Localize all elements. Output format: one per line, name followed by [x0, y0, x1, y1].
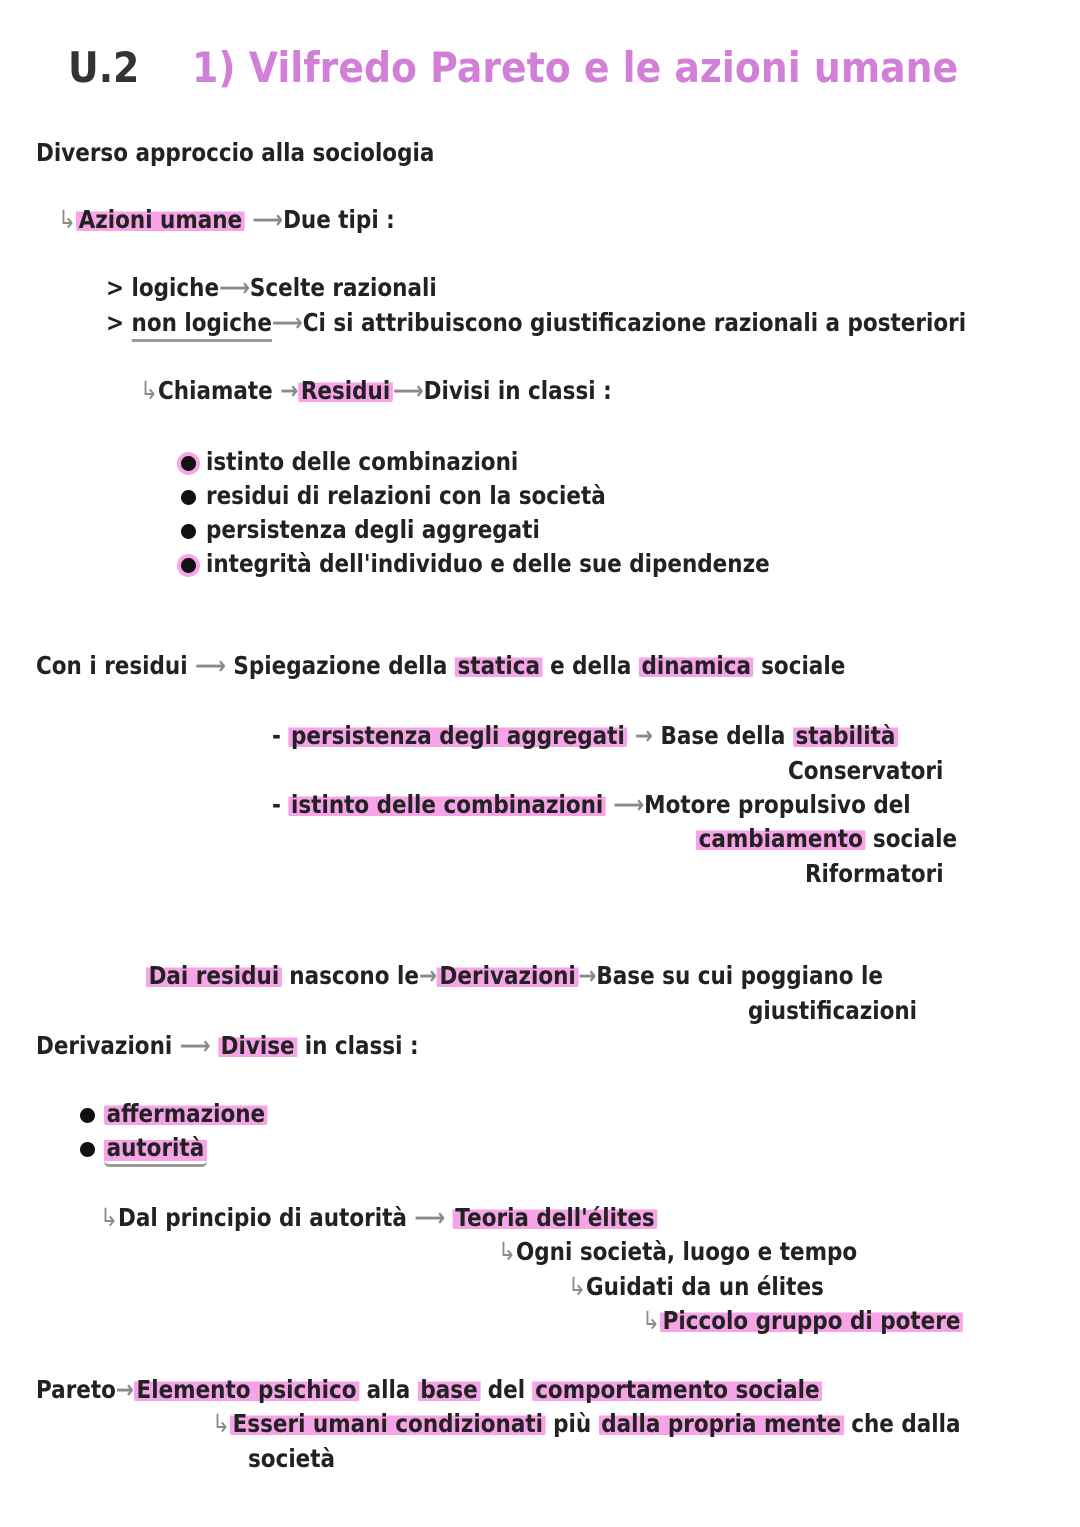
non-logiche-desc: Ci si attribuiscono giustificazione razionali a posteriori [302, 308, 967, 337]
piccolo-row [642, 1305, 963, 1337]
residui-class-item: residui di relazioni con la società [206, 481, 606, 510]
hook-arrow-icon: ↳ [100, 1203, 119, 1232]
hook-arrow-icon: ↳ [642, 1306, 661, 1335]
persistenza-term: persistenza degli aggregati [288, 721, 627, 750]
piccolo-gruppo: Piccolo gruppo di potere [660, 1306, 963, 1335]
dal-principio: Dal principio di autorità [118, 1203, 407, 1232]
azioni-umane: Azioni umane [76, 205, 245, 234]
conservatori: Conservatori [788, 756, 944, 785]
pareto: Pareto [36, 1375, 116, 1404]
dinamica-term: dinamica [639, 651, 754, 680]
right-arrow-icon: → [115, 1375, 134, 1404]
hook-arrow-icon: ↳ [58, 205, 77, 234]
istinto-term: istinto delle combinazioni [288, 790, 605, 819]
derivazioni-label: Derivazioni [36, 1031, 173, 1060]
base-su-cui: Base su cui poggiano le [596, 961, 883, 990]
riformatori: Riformatori [805, 859, 944, 888]
right-arrow-icon: ⟶ [414, 1203, 446, 1232]
elemento-psichico: Elemento psichico [134, 1375, 359, 1404]
residui-class-item: integrità dell'individuo e delle sue dipendenze [206, 549, 770, 578]
comportamento-sociale: comportamento sociale [533, 1375, 823, 1404]
spiegazione: Spiegazione della [233, 651, 448, 680]
esseri-row [212, 1408, 960, 1440]
right-arrow-icon: ⟶ [179, 1031, 211, 1060]
bullet-dot-icon [181, 456, 196, 471]
teoria-elites: Teoria dell'élites [453, 1203, 658, 1232]
dalla-mente: dalla propria mente [599, 1409, 844, 1438]
hook-arrow-icon: ↳ [212, 1409, 231, 1438]
sociale-2: sociale [872, 824, 958, 853]
divise-term: Divise [218, 1031, 297, 1060]
derivazioni-term: Derivazioni [437, 961, 578, 990]
divisi-in-classi: Divisi in classi : [423, 376, 612, 405]
non-logiche-row [106, 307, 966, 339]
principio-row [100, 1202, 657, 1234]
bullet-dot-icon [80, 1142, 95, 1157]
section-number: U.2 [68, 43, 140, 92]
gt-marker: > [106, 273, 125, 302]
statica-term: statica [455, 651, 543, 680]
right-arrow-icon: → [578, 961, 597, 990]
chiamate-row [140, 375, 612, 407]
derivazioni-item [104, 1132, 207, 1164]
non-logiche-term: non logiche [132, 308, 272, 342]
residui-term: Residui [298, 376, 393, 405]
guidati-row [568, 1271, 824, 1303]
logiche-term: logiche [131, 273, 220, 302]
affermazione-term: affermazione [104, 1099, 268, 1128]
residui-class-item: persistenza degli aggregati [206, 515, 540, 544]
nascono-le: nascono le [289, 961, 419, 990]
right-arrow-icon: ⟶ [271, 308, 303, 337]
sociale: sociale [761, 651, 846, 680]
dai-residui-row [146, 960, 883, 992]
alla: alla [366, 1375, 411, 1404]
bullet-dot-icon [181, 558, 196, 573]
persistenza-row [272, 720, 898, 752]
ogni-societa: Ogni società, luogo e tempo [516, 1237, 858, 1266]
gt-marker: > [106, 308, 125, 337]
in-classi: in classi : [304, 1031, 419, 1060]
ogni-societa-row [498, 1236, 857, 1268]
right-arrow-icon: → [634, 721, 653, 750]
bullet-dot-icon [181, 524, 196, 539]
giustificazioni: giustificazioni [748, 996, 918, 1025]
intro-line: Diverso approccio alla sociologia [36, 138, 435, 167]
con-i-residui: Con i residui [36, 651, 188, 680]
che-dalla: che dalla [851, 1409, 961, 1438]
pareto-row [36, 1374, 822, 1406]
base-term: base [418, 1375, 480, 1404]
bullet-dot-icon [80, 1108, 95, 1123]
right-arrow-icon: → [418, 961, 437, 990]
piu: più [553, 1409, 592, 1438]
dash-marker: - [272, 721, 281, 750]
istinto-row [272, 789, 911, 821]
hook-arrow-icon: ↳ [498, 1237, 517, 1266]
esseri-umani: Esseri umani condizionati [230, 1409, 546, 1438]
societa: società [248, 1444, 336, 1473]
cambiamento-term: cambiamento [696, 824, 865, 853]
right-arrow-icon: → [280, 376, 299, 405]
derivazioni-row [36, 1030, 419, 1062]
page-title: 1) Vilfredo Pareto e le azioni umane [192, 43, 959, 92]
motore: Motore propulsivo del [644, 790, 911, 819]
bullet-dot-icon [181, 490, 196, 505]
con-residui-row [36, 650, 845, 682]
logiche-row [106, 272, 437, 304]
autorita-term: autorità [104, 1133, 207, 1167]
azioni-row [58, 204, 395, 236]
right-arrow-icon: ⟶ [613, 790, 645, 819]
due-tipi: Due tipi : [283, 205, 395, 234]
logiche-desc: Scelte razionali [249, 273, 437, 302]
right-arrow-icon: ⟶ [219, 273, 250, 302]
chiamate: Chiamate [158, 376, 273, 405]
guidati: Guidati da un élites [586, 1272, 824, 1301]
derivazioni-item [104, 1098, 268, 1130]
right-arrow-icon: ⟶ [392, 376, 424, 405]
e-della: e della [550, 651, 632, 680]
base-della: Base della [660, 721, 786, 750]
hook-arrow-icon: ↳ [568, 1272, 587, 1301]
dash-marker: - [272, 790, 281, 819]
hook-arrow-icon: ↳ [140, 376, 159, 405]
stabilita-term: stabilità [793, 721, 898, 750]
right-arrow-icon: ⟶ [252, 205, 284, 234]
del: del [487, 1375, 526, 1404]
right-arrow-icon: ⟶ [195, 651, 226, 680]
residui-class-item: istinto delle combinazioni [206, 447, 519, 476]
cambiamento-row [696, 823, 957, 855]
dai-residui: Dai residui [146, 961, 282, 990]
